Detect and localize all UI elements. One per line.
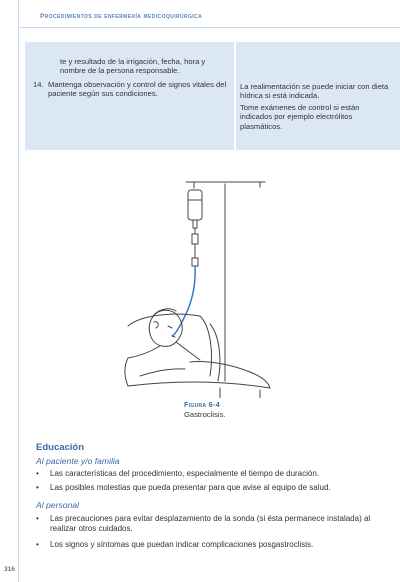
list-item-text: Las características del procedimiento, especialmente el tiempo de duración. <box>50 469 320 478</box>
patient-shoulder <box>128 346 160 358</box>
gastroclysis-illustration <box>110 176 280 398</box>
running-head: Procedimientos de enfermería medicoquirúrgica <box>40 13 203 20</box>
bullet-glyph: • <box>36 514 39 523</box>
list-item-text: Las precauciones para evitar desplazamiento de la sonda (si ésta permanece instalada) al realizar otros cuidados. <box>50 514 371 533</box>
header-rule <box>18 27 400 28</box>
subtitle-staff: Al personal <box>36 500 79 510</box>
left-margin-rule <box>18 0 19 582</box>
roller-clamp <box>192 258 198 266</box>
feeding-tube <box>172 266 195 336</box>
table-right-paragraph-1: La realimentación se puede iniciar con dieta hídrica si está indicada. <box>240 82 389 101</box>
list-item <box>36 514 396 536</box>
bullet-glyph: • <box>36 540 39 549</box>
table-step-number: 14. <box>33 80 44 89</box>
table-step-text: Mantenga observación y control de signos vitales del paciente según sus condiciones. <box>48 80 227 99</box>
list-item-text: Los signos y síntomas que puedan indicar complicaciones posgastroclisis. <box>50 540 314 549</box>
list-item-text: Las posibles molestias que pueda presentar para que avise al equipo de salud. <box>50 483 331 492</box>
blanket <box>128 382 270 388</box>
pillow <box>128 314 212 376</box>
subtitle-patient-family: Al paciente y/o familia <box>36 456 120 466</box>
patient-head <box>149 310 182 346</box>
table-right-paragraph-2: Tome exámenes de control si están indicados por ejemplo electrólitos plasmáticos. <box>240 103 360 131</box>
table-left-continuation: te y resultado de la irrigación, fecha, hora y nombre de la persona responsable. <box>60 57 206 76</box>
drip-chamber <box>192 234 198 244</box>
bullet-glyph: • <box>36 469 39 478</box>
figure-label: Figura 6-4 <box>184 400 220 409</box>
page-number: 316 <box>4 566 15 573</box>
figure-caption: Gastroclisis. <box>184 410 226 419</box>
section-title-education: Educación <box>36 442 85 453</box>
table-column-divider <box>234 42 236 150</box>
bullet-glyph: • <box>36 483 39 492</box>
feeding-bottle <box>188 190 202 220</box>
